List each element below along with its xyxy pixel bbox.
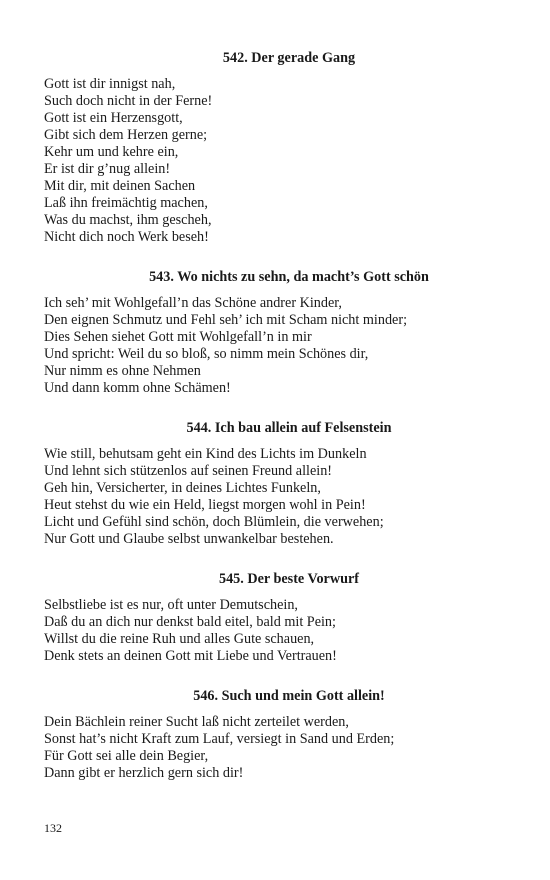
- poem-title: 543. Wo nichts zu sehn, da macht’s Gott schön: [149, 269, 429, 285]
- poem-line: Wie still, behutsam geht ein Kind des Lichts im Dunkeln: [44, 446, 367, 462]
- poem-line: Daß du an dich nur denkst bald eitel, bald mit Pein;: [44, 614, 336, 630]
- poem-545: [44, 569, 514, 665]
- poem-line: Dann gibt er herzlich gern sich dir!: [44, 765, 244, 781]
- poem-line: Er ist dir g’nug allein!: [44, 161, 171, 177]
- poem-line: Denk stets an deinen Gott mit Liebe und Vertrauen!: [44, 648, 337, 664]
- poem-542: [44, 48, 514, 246]
- poem-line: Geh hin, Versicherter, in deines Lichtes Funkeln,: [44, 480, 321, 496]
- page-body: [44, 48, 514, 782]
- poem-line: Für Gott sei alle dein Begier,: [44, 748, 209, 764]
- poem-line: Heut stehst du wie ein Held, liegst morgen wohl in Pein!: [44, 497, 366, 513]
- poem-lines: [44, 714, 514, 782]
- poem-line: Such doch nicht in der Ferne!: [44, 93, 213, 109]
- poem-line: Dein Bächlein reiner Sucht laß nicht zerteilet werden,: [44, 714, 349, 730]
- poem-lines: [44, 76, 514, 246]
- poem-title: 542. Der gerade Gang: [222, 50, 356, 66]
- poem-title: 546. Such und mein Gott allein!: [193, 688, 385, 704]
- poem-line: Den eignen Schmutz und Fehl seh’ ich mit Scham nicht minder;: [44, 312, 408, 328]
- poem-line: Was du machst, ihm gescheh,: [44, 212, 212, 228]
- poem-lines: [44, 446, 514, 548]
- poem-544: [44, 418, 514, 548]
- poem-line: Mit dir, mit deinen Sachen: [44, 178, 196, 194]
- poem-line: Nur Gott und Glaube selbst unwankelbar bestehen.: [44, 531, 334, 547]
- poem-line: Nur nimm es ohne Nehmen: [44, 363, 201, 379]
- poem-title: 544. Ich bau allein auf Felsenstein: [186, 420, 392, 436]
- poem-line: Dies Sehen siehet Gott mit Wohlgefall’n in mir: [44, 329, 312, 345]
- poem-lines: [44, 295, 514, 397]
- poem-line: Willst du die reine Ruh und alles Gute schauen,: [44, 631, 315, 647]
- poem-line: Und lehnt sich stützenlos auf seinen Freund allein!: [44, 463, 333, 479]
- poem-543: [44, 267, 514, 397]
- poem-line: Und spricht: Weil du so bloß, so nimm mein Schönes dir,: [44, 346, 369, 362]
- poem-line: Ich seh’ mit Wohlgefall’n das Schöne andrer Kinder,: [44, 295, 342, 311]
- poem-line: Nicht dich noch Werk beseh!: [44, 229, 209, 245]
- poem-line: Kehr um und kehre ein,: [44, 144, 179, 160]
- poem-line: Und dann komm ohne Schämen!: [44, 380, 231, 396]
- poem-line: Gibt sich dem Herzen gerne;: [44, 127, 208, 143]
- poem-line: Selbstliebe ist es nur, oft unter Demutschein,: [44, 597, 298, 613]
- poem-line: Gott ist dir innigst nah,: [44, 76, 176, 92]
- poem-line: Laß ihn freimächtig machen,: [44, 195, 208, 211]
- poem-546: [44, 686, 514, 782]
- poem-line: Gott ist ein Herzensgott,: [44, 110, 183, 126]
- poem-line: Sonst hat’s nicht Kraft zum Lauf, versiegt in Sand und Erden;: [44, 731, 395, 747]
- poem-title: 545. Der beste Vorwurf: [218, 571, 360, 587]
- poem-line: Licht und Gefühl sind schön, doch Blümlein, die verwehen;: [44, 514, 384, 530]
- poem-lines: [44, 597, 514, 665]
- page-number: 132: [44, 821, 62, 835]
